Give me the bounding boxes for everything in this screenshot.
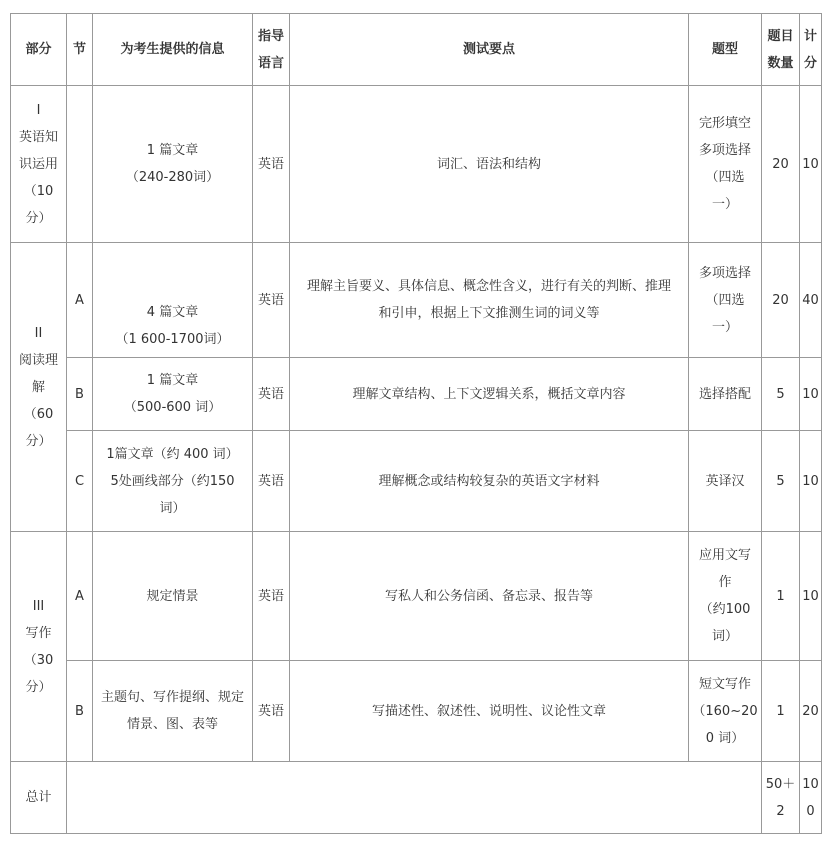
- question-type-cell: 短文写作 （160~20 0 词）: [689, 661, 762, 762]
- table-row: [11, 358, 822, 431]
- info-cell: 规定情景: [93, 532, 253, 661]
- section-cell: A: [67, 532, 93, 661]
- table-row: [11, 661, 822, 762]
- header-section: 节: [67, 14, 93, 86]
- total-row: [11, 762, 822, 834]
- header-question-type: 题型: [689, 14, 762, 86]
- language-cell: 英语: [253, 358, 290, 431]
- question-count-cell: 5: [762, 358, 800, 431]
- table-row: [11, 532, 822, 661]
- score-cell: 10: [800, 86, 822, 243]
- total-empty-cell: [67, 762, 762, 834]
- question-type-cell: 英译汉: [689, 431, 762, 532]
- score-cell: 40: [800, 243, 822, 358]
- language-cell: 英语: [253, 243, 290, 358]
- question-type-cell: 应用文写 作 （约100 词）: [689, 532, 762, 661]
- score-cell: 10: [800, 358, 822, 431]
- table-row: [11, 431, 822, 532]
- section-cell: B: [67, 661, 93, 762]
- total-score: 10 0: [800, 762, 822, 834]
- question-type-cell: 选择搭配: [689, 358, 762, 431]
- language-cell: 英语: [253, 86, 290, 243]
- table-header-row: [11, 14, 822, 86]
- info-cell: 1 篇文章 （240-280词）: [93, 86, 253, 243]
- total-count: 50＋ 2: [762, 762, 800, 834]
- language-cell: 英语: [253, 661, 290, 762]
- section-cell: B: [67, 358, 93, 431]
- part-cell: II 阅读理 解 （60 分）: [11, 243, 67, 532]
- question-count-cell: 1: [762, 532, 800, 661]
- section-cell: [67, 86, 93, 243]
- info-cell: 1篇文章（约 400 词） 5处画线部分（约150 词）: [93, 431, 253, 532]
- language-cell: 英语: [253, 532, 290, 661]
- score-cell: 20: [800, 661, 822, 762]
- header-language: 指导 语言: [253, 14, 290, 86]
- header-part: 部分: [11, 14, 67, 86]
- exam-structure-table: [10, 13, 822, 834]
- table-row: [11, 243, 822, 358]
- test-points-cell: 理解概念或结构较复杂的英语文字材料: [290, 431, 689, 532]
- info-cell: 1 篇文章 （500-600 词）: [93, 358, 253, 431]
- score-cell: 10: [800, 532, 822, 661]
- question-count-cell: 20: [762, 86, 800, 243]
- question-count-cell: 5: [762, 431, 800, 532]
- question-count-cell: 20: [762, 243, 800, 358]
- question-type-cell: 完形填空 多项选择 （四选 一）: [689, 86, 762, 243]
- test-points-cell: 理解文章结构、上下文逻辑关系，概括文章内容: [290, 358, 689, 431]
- test-points-cell: 写描述性、叙述性、说明性、议论性文章: [290, 661, 689, 762]
- header-test-points: 测试要点: [290, 14, 689, 86]
- language-cell: 英语: [253, 431, 290, 532]
- test-points-cell: 词汇、语法和结构: [290, 86, 689, 243]
- table-row: [11, 86, 822, 243]
- score-cell: 10: [800, 431, 822, 532]
- total-label: 总计: [11, 762, 67, 834]
- header-score: 计 分: [800, 14, 822, 86]
- question-type-cell: 多项选择 （四选 一）: [689, 243, 762, 358]
- part-cell: I 英语知 识运用 （10 分）: [11, 86, 67, 243]
- header-question-count: 题目 数量: [762, 14, 800, 86]
- question-count-cell: 1: [762, 661, 800, 762]
- part-cell: III 写作 （30 分）: [11, 532, 67, 762]
- header-info: 为考生提供的信息: [93, 14, 253, 86]
- section-cell: A: [67, 243, 93, 358]
- info-cell: 主题句、写作提纲、规定 情景、图、表等: [93, 661, 253, 762]
- test-points-cell: 写私人和公务信函、备忘录、报告等: [290, 532, 689, 661]
- section-cell: C: [67, 431, 93, 532]
- info-cell: 4 篇文章 （1 600-1700词）: [93, 243, 253, 358]
- test-points-cell: 理解主旨要义、具体信息、概念性含义，进行有关的判断、推理 和引申，根据上下文推测生词的词义等: [290, 243, 689, 358]
